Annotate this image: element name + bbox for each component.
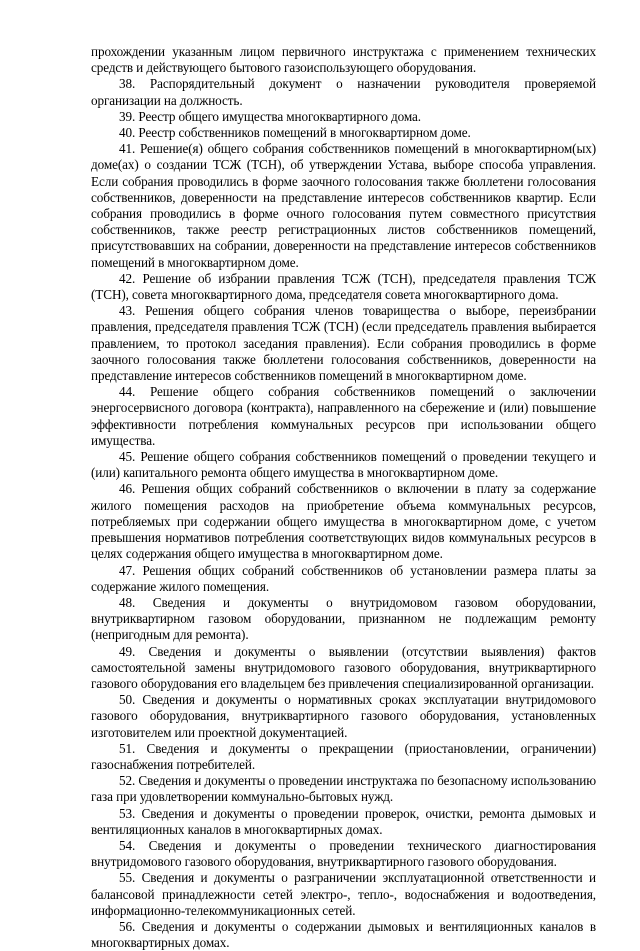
paragraph-52: 52. Сведения и документы о проведении инструктажа по безопасному использованию газа при удовлетворении коммунально-бытовых нужд. — [91, 773, 596, 805]
paragraph-44: 44. Решение общего собрания собственников помещений о заключении энергосервисного договора (контракта), направленного на сбережение и (или) повышение эффективности потребления коммунальных ресурсов при использовании общего имущества. — [91, 384, 596, 448]
paragraph-54: 54. Сведения и документы о проведении технического диагностирования внутридомового газового оборудования, внутриквартирного газового оборудования. — [91, 837, 596, 870]
paragraph-45: 45. Решение общего собрания собственников помещений о проведении текущего и (или) капитального ремонта общего имущества в многоквартирном доме. — [91, 449, 596, 481]
paragraph-50: 50. Сведения и документы о нормативных сроках эксплуатации внутридомового газового оборудования, внутриквартирного газового оборудования, установленных изготовителем или проектной документацией. — [91, 692, 596, 740]
paragraph-39: 39. Реестр общего имущества многоквартирного дома. — [119, 108, 421, 124]
paragraph-53: 53. Сведения и документы о проведении проверок, очистки, ремонта дымовых и вентиляционных каналов в многоквартирных домах. — [91, 805, 596, 837]
paragraph-48: 48. Сведения и документы о внутридомовом газовом оборудовании, внутриквартирном газовом оборудовании, признанном не подлежащим ремонту (непригодным для ремонта). — [91, 594, 596, 643]
paragraph-56: 56. Сведения и документы о содержании дымовых и вентиляционных каналов в многоквартирных домах. — [91, 918, 596, 951]
paragraph-41: 41. Решение(я) общего собрания собственников помещений в многоквартирном(ых) доме(ах) о создании ТСЖ (ТСН), об утверждении Устава, выборе способа управления. Если собрания проводились в форме заочного голосования также бюллетени голосования собственников, доверенности на представление интересов собственников квартир. Если собрания проводились в форме очного голосования путем совместного присутствия собственников, также реестр регистрационных листов собственников помещений, присутствовавших на собрании, доверенности на представление интересов собственников помещений в многоквартирном доме. — [91, 141, 596, 270]
paragraph-38: 38. Распорядительный документ о назначении руководителя проверяемой организации на должность. — [91, 76, 596, 108]
paragraph-46: 46. Решения общих собраний собственников о включении в плату за содержание жилого помещения расходов на приобретение объема коммунальных ресурсов, потребляемых при содержании общего имущества в многоквартирном доме, с учетом превышения нормативов потребления соответствующих видов коммунальных ресурсов в целях содержания общего имущества в многоквартирном доме. — [91, 481, 596, 562]
paragraph-37-continuation: прохождении указанным лицом первичного инструктажа с применением технических средств и действующего бытового газоиспользующего оборудования. — [91, 44, 596, 76]
paragraph-42: 42. Решение об избрании правления ТСЖ (ТСН), председателя правления ТСЖ (ТСН), совета многоквартирного дома, председателя совета многоквартирного дома. — [91, 270, 596, 303]
document-page — [91, 44, 596, 951]
paragraph-55: 55. Сведения и документы о разграничении эксплуатационной ответственности и балансовой принадлежности сетей электро-, тепло-, водоснабжения и водоотведения, информационно-телекоммуникационных сетей. — [91, 870, 596, 918]
paragraph-40: 40. Реестр собственников помещений в многоквартирном доме. — [119, 125, 471, 141]
paragraph-49: 49. Сведения и документы о выявлении (отсутствии выявления) фактов самостоятельной замены внутридомового газового оборудования, внутриквартирного газового оборудования его владельцем без привлечения специализированной организации. — [91, 643, 596, 691]
paragraph-51: 51. Сведения и документы о прекращении (приостановлении, ограничении) газоснабжения потребителей. — [91, 740, 596, 772]
paragraph-47: 47. Решения общих собраний собственников об установлении размера платы за содержание жилого помещения. — [91, 562, 596, 594]
paragraph-43: 43. Решения общего собрания членов товарищества о выборе, переизбрании правления, председателя правления ТСЖ (ТСН) (если председатель правления выбирается правлением, то протокол заседания правления). Если собрания проводились в форме заочного голосования также бюллетени голосования собственников, доверенности на представление интересов собственников помещений в многоквартирном доме. — [91, 303, 596, 384]
